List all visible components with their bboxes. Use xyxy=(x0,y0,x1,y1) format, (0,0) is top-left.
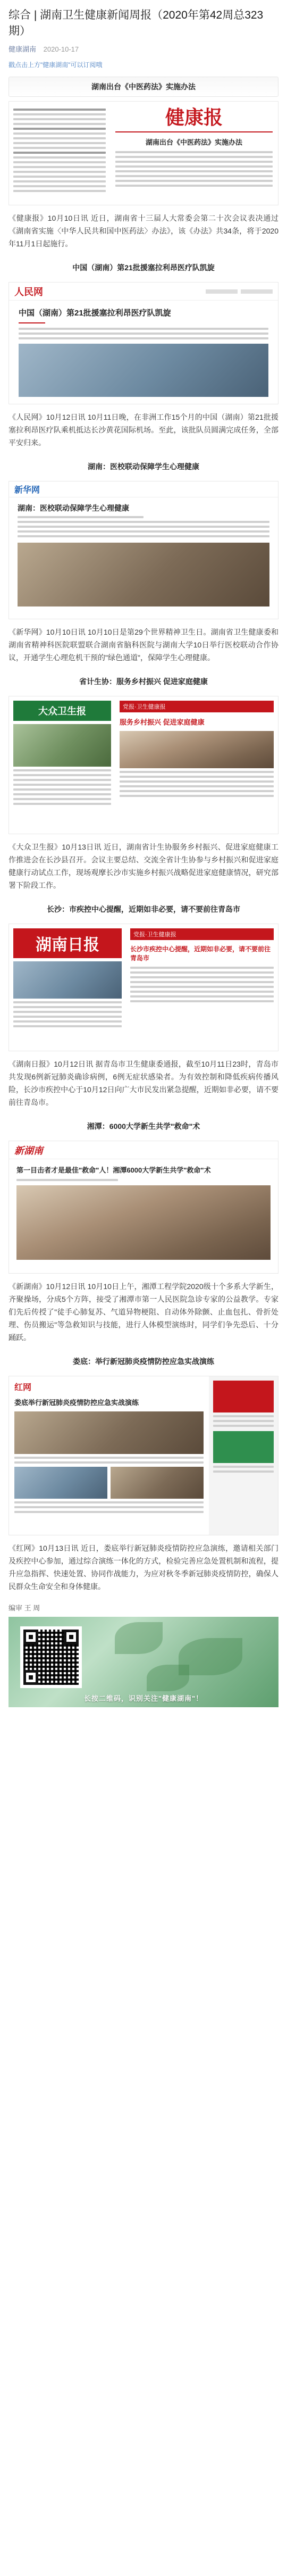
section-paragraph: 《新华网》10月10日讯 10月10日是第29个世界精神卫生日。湖南省卫生健康委和湖南省精神科医院联盟联合湖南省脑科医院与湖南大学10日举行医校联动合作协议，开通学生心理危机干预的"绿色通道"，保障学生心理健康。 xyxy=(9,628,278,662)
news-section-4 xyxy=(9,671,278,892)
section-paragraph: 《新湖南》10月12日讯 10月10日上午，湘潭工程学院2020级十个多系大学新生，齐聚操场，分成5个方阵，接受了湘潭市第一人民医院急诊专家的公益教学。专家们先后传授了"徒手心肺复苏、气道异物梗阻、自动体外除颤、止血包扎、骨折处理、伤员搬运"等急救知识与技能，进行人体模型演练时，同学们争先恐后、十分踊跃。 xyxy=(9,1282,278,1342)
section-heading: 湖南：医校联动保障学生心理健康 xyxy=(88,462,199,471)
news-section-3 xyxy=(9,456,278,664)
section-heading: 省计生协：服务乡村振兴 促进家庭健康 xyxy=(79,677,208,686)
newspaper-headline: 服务乡村振兴 促进家庭健康 xyxy=(120,718,205,726)
web-headline: 湖南：医校联动保障学生心理健康 xyxy=(18,504,129,512)
article-meta xyxy=(9,44,278,54)
editor-credit: 编审 王 周 xyxy=(9,1604,40,1612)
section-heading: 湖南出台《中医药法》实施办法 xyxy=(9,77,278,97)
newspaper-masthead: 健康报 xyxy=(165,106,223,129)
news-photo xyxy=(18,543,269,606)
newspaper-article xyxy=(115,696,278,834)
news-section-6 xyxy=(9,1116,278,1344)
news-section-5 xyxy=(9,899,278,1109)
news-section-1 xyxy=(9,77,278,250)
qr-caption: 长按二维码，识别关注"健康湖南"！ xyxy=(83,1694,204,1702)
news-photo xyxy=(16,1185,271,1260)
newspaper-article xyxy=(126,924,278,1051)
section-paragraph: 《红网》10月13日讯 近日，娄底举行新冠肺炎疫情防控应急演练，邀请相关部门及疾控中心参加，通过综合演练一体化的方式，检验完善应急处置机制和流程，提升应急指挥、快速处置、协同作战能力，为应对秋冬季新冠肺炎疫情防控，确保人民群众生命安全和身体健康。 xyxy=(9,1544,278,1591)
subscribe-hint[interactable]: 戳点击上方"健康湖南"可以订阅哦 xyxy=(9,61,103,69)
site-logo: 新湖南 xyxy=(14,1145,43,1157)
news-screenshot xyxy=(9,282,278,404)
section-paragraph: 《湖南日报》10月12日讯 据青岛市卫生健康委通报，截至10月11日23时，青岛市共发现6例新冠肺炎确诊病例，6例无症状感染者。为有效控制和降低疾病传播风险，长沙市疾控中心于10月12日向广大市民发出紧急提醒，近期如非必要，请不要前往青岛市。 xyxy=(9,1060,278,1107)
news-section-2 xyxy=(9,257,278,449)
qr-code[interactable] xyxy=(20,1626,82,1688)
news-screenshot xyxy=(9,101,278,205)
section-heading: 湘潭：6000大学新生共学"救命"术 xyxy=(87,1122,200,1131)
source-account-link[interactable]: 健康湖南 xyxy=(9,45,37,53)
newspaper-right-column xyxy=(110,102,278,205)
newspaper-masthead: 大众卫生报 xyxy=(13,701,111,721)
section-heading: 长沙：市疾控中心提醒，近期如非必要，请不要前往青岛市 xyxy=(47,905,240,913)
news-screenshot xyxy=(9,1141,278,1274)
site-logo: 新华网 xyxy=(14,486,40,495)
newspaper-masthead: 湖南日报 xyxy=(13,928,122,958)
section-heading: 娄底：举行新冠肺炎疫情防控应急实战演练 xyxy=(73,1357,214,1366)
newspaper-front-page xyxy=(9,924,126,1051)
news-screenshot xyxy=(9,481,278,619)
web-headline: 中国（湖南）第21批援塞拉利昂医疗队凯旋 xyxy=(19,309,171,318)
sidebar-ads xyxy=(209,1376,278,1535)
news-section-7 xyxy=(9,1351,278,1593)
section-paragraph: 《健康报》10月10日讯 近日，湖南省十三届人大常委会第二十次会议表决通过《湖南省实施〈中华人民共和国中医药法〉办法》，该《办法》共34条，将于2020年11月1日起施行。 xyxy=(9,214,278,248)
newspaper-headline: 湖南出台《中医药法》实施办法 xyxy=(145,138,242,146)
paper-banner: 党报·卫生健康报 xyxy=(130,928,274,940)
paper-banner: 党报·卫生健康报 xyxy=(120,701,274,712)
section-heading: 中国（湖南）第21批援塞拉利昂医疗队凯旋 xyxy=(72,263,215,272)
news-screenshot xyxy=(9,1376,278,1535)
site-logo: 人民网 xyxy=(14,286,43,298)
newspaper-front-page xyxy=(9,696,115,834)
news-screenshot xyxy=(9,924,278,1051)
article-title: 综合 | 湖南卫生健康新闻周报（2020年第42周总323期） xyxy=(9,9,264,37)
newspaper-left-column xyxy=(9,102,110,205)
web-article xyxy=(9,1376,209,1535)
footer-qr-banner xyxy=(9,1617,278,1707)
section-paragraph: 《人民网》10月12日讯 10月11日晚，在非洲工作15个月的中国（湖南）第21批援塞拉利昂医疗队乘机抵达长沙黄花国际机场。至此，该批队员圆满完成任务，全部平安归来。 xyxy=(9,413,278,447)
news-photo xyxy=(19,344,268,397)
section-paragraph: 《大众卫生报》10月13日讯 近日，湖南省计生协服务乡村振兴、促进家庭健康工作推进会在长沙县召开。会议主要总结、交流全省计生协参与乡村振兴和促进家庭健康行动试点工作，现场观摩长沙市实施乡村振兴战略促进家庭健康情况，研究部署下阶段工作。 xyxy=(9,843,278,890)
web-headline: 第一目击者才是最佳"救命"人！湘潭6000大学新生共学"救命"术 xyxy=(16,1166,211,1174)
news-screenshot xyxy=(9,696,278,834)
publish-date: 2020-10-17 xyxy=(43,45,79,53)
web-headline: 娄底举行新冠肺炎疫情防控应急实战演练 xyxy=(14,1399,139,1407)
site-logo: 红网 xyxy=(14,1382,32,1392)
newspaper-headline: 长沙市疾控中心提醒，近期如非必要，请不要前往青岛市 xyxy=(130,945,271,962)
